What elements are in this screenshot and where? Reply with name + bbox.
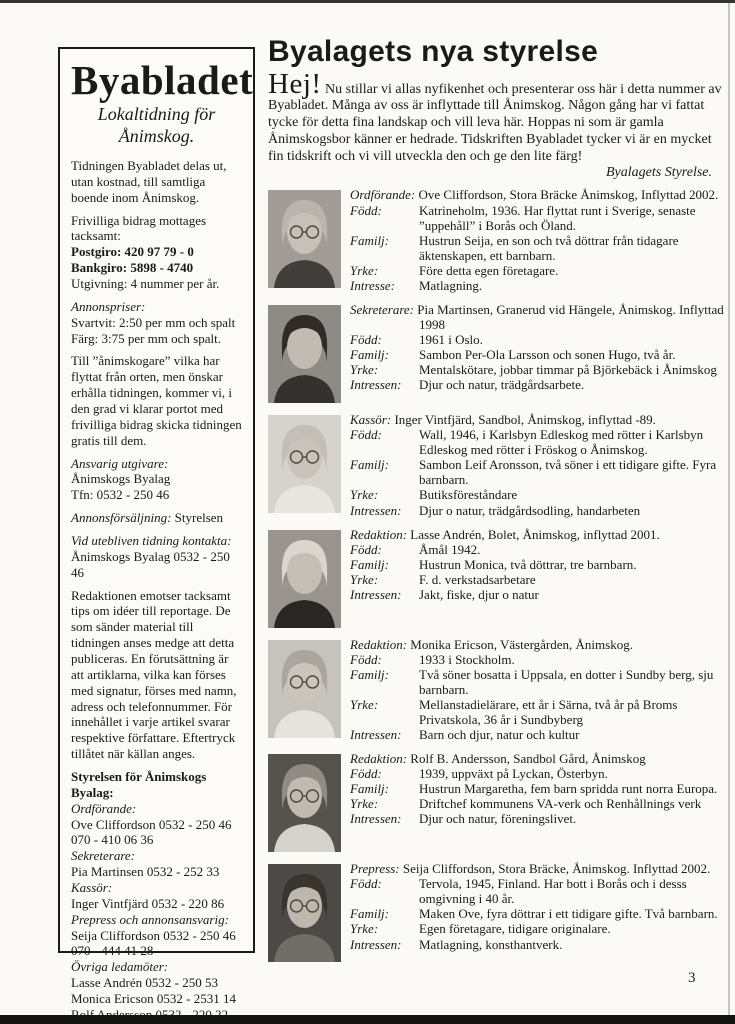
member-role-label: Prepress: [350, 861, 400, 877]
board-role-heading: Övriga ledamöter: [71, 959, 169, 975]
intro-body-text: Nu stillar vi allas nyfikenhet och presenterar oss här i detta nummer av Byabladet. Många av oss är inflyttade till Ånimskog. Någon gång har vi fattat tycke för detta fina landskap och vill leva här. Hoppas ni som är gamla Ånimskogsbor känner er hedrade. Tidskriften Byabladet tycker vi är en mycket fin tidskrift och vi vill utveckla den och ge den lite färg! [268, 81, 722, 164]
member-field-label: Intressen: [350, 727, 402, 743]
member-field-row [350, 906, 726, 921]
board-member-entry [268, 861, 726, 962]
missing-issue-heading: Vid utebliven tidning kontakta: [71, 533, 232, 548]
member-field-row [350, 203, 726, 233]
member-field-label: Intressen: [350, 936, 402, 952]
member-portrait-photo [268, 640, 341, 738]
member-name-and-address: Rolf B. Andersson, Sandbol Gård, Ånimskog [410, 751, 646, 767]
member-role-line [350, 187, 726, 202]
member-field-row [350, 347, 726, 362]
member-field-value: F. d. verkstadsarbetare [419, 571, 536, 587]
ad-sales-label: Annonsförsäljning: [71, 510, 172, 526]
member-field-value: Hustrun Margaretha, fem barn spridda runt norra Europa. [419, 781, 718, 797]
member-field-row [350, 766, 726, 781]
board-member-entry [268, 412, 726, 518]
member-details [350, 187, 726, 293]
member-name-and-address: Seija Cliffordson, Stora Bräcke, Ånimskog. Inflyttad 2002. [402, 861, 711, 877]
board-member-entry [268, 751, 726, 852]
portrait-placeholder-image [268, 530, 341, 628]
member-role-label: Sekreterare: [350, 302, 415, 318]
board-contact-line: Monica Ericson 0532 - 2531 14 [71, 991, 237, 1007]
member-field-value: Sambon Leif Aronsson, två söner i ett tidigare gifte. Fyra barnbarn. [419, 457, 717, 488]
member-portrait-photo [268, 415, 341, 513]
member-role-line [350, 861, 726, 876]
member-field-row [350, 876, 726, 906]
member-field-value: 1933 i Stockholm. [419, 651, 515, 667]
member-name-and-address: Pia Martinsen, Granerud vid Hängele, Ånimskog. Inflyttad 1998 [417, 302, 724, 333]
member-field-row [350, 652, 726, 667]
member-details [350, 527, 726, 628]
board-contact-line: Pia Martinsen 0532 - 252 33 [71, 864, 220, 880]
member-field-label: Yrke: [350, 487, 379, 503]
missing-issue-block [71, 533, 242, 581]
member-field-value: Egen företagare, tidigare originalare. [419, 921, 611, 937]
board-role-heading: Prepress och annonsansvarig: [71, 911, 229, 927]
board-member-entry [268, 187, 726, 293]
member-field-label: Intressen: [350, 377, 402, 393]
ad-price-bw: Svartvit: 2:50 per mm och spalt [71, 314, 236, 330]
member-field-value: Driftchef kommunens VA-verk och Renhållnings verk [419, 796, 702, 812]
board-contact-line: Inger Vintfjärd 0532 - 220 86 [71, 895, 225, 911]
member-name-and-address: Ove Cliffordson, Stora Bräcke Ånimskog, Inflyttad 2002. [418, 187, 719, 203]
board-contact-line: Lasse Andrén 0532 - 250 53 [71, 975, 218, 991]
member-field-value: 1961 i Oslo. [419, 332, 483, 348]
member-field-value: Wall, 1946, i Karlsbyn Edleskog med rötter i Karlsbyn Edleskog med rötter i Fröskog o Ånimskog. [419, 427, 704, 458]
portrait-placeholder-image [268, 190, 341, 288]
scan-edge-bottom [0, 1015, 735, 1024]
board-role-heading: Kassör: [71, 880, 113, 896]
member-field-label: Född: [350, 876, 382, 892]
intro-lead-word: Hej! [268, 67, 322, 100]
board-contact-list [71, 769, 242, 1023]
member-field-label: Yrke: [350, 796, 379, 812]
member-field-value: Hustrun Monica, två döttrar, tre barnbarn. [419, 556, 637, 572]
member-details [350, 412, 726, 518]
member-field-value: Sambon Per-Ola Larsson och sonen Hugo, två år. [419, 347, 676, 363]
board-contact-line: 070 - 410 06 36 [71, 832, 154, 848]
member-field-value: Butiksföreståndare [419, 487, 518, 503]
board-contact-line: 070 - 444 41 28 [71, 943, 154, 959]
member-field-label: Född: [350, 766, 382, 782]
member-field-row [350, 811, 726, 826]
scan-edge-top [0, 0, 735, 3]
member-field-value: Barn och djur, natur och kultur [419, 727, 580, 743]
member-field-value: Två söner bosatta i Uppsala, en dotter i Sundby berg, sju barnbarn. [419, 666, 714, 697]
portrait-placeholder-image [268, 864, 341, 962]
member-portrait-photo [268, 190, 341, 288]
member-field-value: Mellanstadielärare, ett år i Särna, två år på Broms Privatskola, 36 år i Sundbyberg [419, 696, 678, 727]
moved-readers-paragraph: Till ”ånimskogare” vilka har flyttat från orten, men önskar erhålla tidningen, kommer vi, i den grad vi klarar portot med frivilliga bidrag skicka tidningen gratis till dem. [71, 353, 242, 448]
article-signature: Byalagets Styrelse. [605, 165, 712, 181]
member-field-label: Född: [350, 202, 382, 218]
member-field-label: Yrke: [350, 696, 379, 712]
bankgiro-number: Bankgiro: 5898 - 4740 [71, 260, 194, 276]
editorial-policy-paragraph: Redaktionen emotser tacksamt tips om idéer till reportage. De som sänder material till tidningen anses medge att detta publiceras. En förutsättning är att artiklarna, vilka kan förses med signatur, förses med namn, adress och telefonnummer. För innehållet i varje artikel svarar respektive författare. Eftertryck tillåtet när källan anges. [71, 587, 237, 762]
member-field-label: Född: [350, 651, 382, 667]
member-name-and-address: Monika Ericson, Västergården, Ånimskog. [410, 636, 633, 652]
member-role-line [350, 412, 726, 427]
member-role-label: Redaktion: [350, 751, 408, 767]
publisher-phone: Tfn: 0532 - 250 46 [71, 487, 170, 503]
member-field-value: Jakt, fiske, djur o natur [419, 586, 539, 602]
member-details [350, 861, 726, 962]
member-field-row [350, 542, 726, 557]
member-name-and-address: Lasse Andrén, Bolet, Ånimskog, inflyttad 2001. [410, 526, 660, 542]
member-field-row [350, 278, 726, 293]
board-contact-line: Seija Cliffordson 0532 - 250 46 [71, 927, 236, 943]
member-field-label: Familj: [350, 457, 389, 473]
portrait-placeholder-image [268, 754, 341, 852]
member-role-label: Ordförande: [350, 187, 416, 203]
board-role-heading: Ordförande: [71, 800, 137, 816]
member-field-value: Tervola, 1945, Finland. Har bott i Borås och i desss omgivning i 40 år. [419, 876, 687, 907]
portrait-placeholder-image [268, 415, 341, 513]
member-portrait-photo [268, 754, 341, 852]
contribution-intro: Frivilliga bidrag mottages tacksamt: [71, 212, 207, 244]
member-field-row [350, 796, 726, 811]
member-field-label: Intressen: [350, 502, 402, 518]
member-field-value: Maken Ove, fyra döttrar i ett tidigare gifte. Två barnbarn. [419, 906, 718, 922]
publisher-name: Ånimskogs Byalag [71, 471, 171, 487]
member-field-value: Djur o natur, trädgårdsodling, handarbeten [419, 502, 641, 518]
member-field-label: Familj: [350, 347, 389, 363]
ad-prices-heading: Annonspriser: [71, 298, 146, 314]
member-field-value: Åmål 1942. [419, 541, 481, 557]
member-field-value: Katrineholm, 1936. Har flyttat runt i Sverige, senaste ”uppehåll” i Borås och Öland. [419, 202, 696, 233]
member-role-line [350, 637, 726, 652]
member-portrait-photo [268, 864, 341, 962]
member-field-label: Född: [350, 332, 382, 348]
publisher-heading: Ansvarig utgivare: [71, 455, 169, 471]
member-field-value: Matlagning, konsthantverk. [419, 936, 563, 952]
member-field-label: Yrke: [350, 262, 379, 278]
portrait-placeholder-image [268, 305, 341, 403]
ad-sales-value: Styrelsen [174, 510, 224, 526]
member-field-row [350, 332, 726, 347]
member-field-value: Mentalskötare, jobbar timmar på Björkebäck i Ånimskog [419, 362, 717, 378]
member-role-label: Redaktion: [350, 636, 408, 652]
members-list [268, 187, 726, 971]
member-field-value: 1939, uppväxt på Lyckan, Österbyn. [419, 766, 608, 782]
member-details [350, 751, 726, 852]
newsletter-tagline: Lokaltidning för Ånimskog. [97, 104, 216, 146]
member-field-label: Familj: [350, 781, 389, 797]
contribution-block [71, 213, 242, 292]
board-list-entries [71, 801, 242, 1023]
member-role-line [350, 527, 726, 542]
member-field-label: Yrke: [350, 571, 379, 587]
member-field-row [350, 487, 726, 502]
member-role-label: Redaktion: [350, 526, 408, 542]
board-contact-line: Ove Cliffordson 0532 - 250 46 [71, 816, 232, 832]
member-field-row [350, 233, 726, 263]
page-number: 3 [688, 970, 696, 986]
board-member-entry [268, 527, 726, 628]
member-field-label: Familj: [350, 666, 389, 682]
member-field-row [350, 727, 726, 742]
board-role-heading: Sekreterare: [71, 848, 136, 864]
article-title: Byalagets nya styrelse [268, 35, 599, 68]
member-field-row [350, 921, 726, 936]
member-field-row [350, 457, 726, 487]
member-field-value: Matlagning. [419, 277, 483, 293]
member-field-label: Född: [350, 427, 382, 443]
member-details [350, 637, 726, 743]
board-member-entry [268, 302, 726, 403]
member-field-row [350, 263, 726, 278]
member-role-label: Kassör: [350, 412, 392, 428]
member-field-label: Född: [350, 541, 382, 557]
member-portrait-photo [268, 530, 341, 628]
member-field-value: Djur och natur, trädgårdsarbete. [419, 377, 585, 393]
member-field-row [350, 557, 726, 572]
member-field-row [350, 937, 726, 952]
publisher-block [71, 456, 242, 504]
member-field-label: Yrke: [350, 362, 379, 378]
member-field-row [350, 667, 726, 697]
member-field-row [350, 587, 726, 602]
member-field-label: Familj: [350, 556, 389, 572]
member-field-label: Familj: [350, 906, 389, 922]
member-field-row [350, 362, 726, 377]
member-field-row [350, 377, 726, 392]
newsletter-title: Byabladet [71, 57, 254, 103]
member-details [350, 302, 726, 403]
member-field-row [350, 503, 726, 518]
member-field-value: Hustrun Seija, en son och två döttrar från tidagare äktenskapen, ett barnbarn. [419, 232, 679, 263]
member-name-and-address: Inger Vintfjärd, Sandbol, Ånimskog, inflyttad -89. [394, 412, 656, 428]
member-field-label: Intresse: [350, 277, 396, 293]
member-field-label: Yrke: [350, 921, 379, 937]
ad-sales-block [71, 510, 242, 526]
scan-edge-right [728, 3, 730, 1015]
member-portrait-photo [268, 305, 341, 403]
distribution-paragraph: Tidningen Byabladet delas ut, utan kostnad, till samtliga boende inom Ånimskog. [71, 157, 227, 205]
postgiro-number: Postgiro: 420 97 79 - 0 [71, 244, 194, 260]
missing-issue-contact: Ånimskogs Byalag 0532 - 250 46 [71, 548, 230, 580]
article-intro-paragraph [268, 67, 726, 166]
member-field-label: Intressen: [350, 811, 402, 827]
member-role-line [350, 302, 726, 332]
member-role-line [350, 751, 726, 766]
board-list-heading: Styrelsen för Ånimskogs Byalag: [71, 769, 207, 800]
member-field-row [350, 697, 726, 727]
member-field-value: Djur och natur, föreningslivet. [419, 811, 577, 827]
member-field-value: Före detta egen företagare. [419, 262, 559, 278]
publication-frequency: Utgivning: 4 nummer per år. [71, 275, 220, 291]
member-field-label: Intressen: [350, 586, 402, 602]
member-field-label: Familj: [350, 232, 389, 248]
ad-price-color: Färg: 3:75 per mm och spalt. [71, 330, 221, 346]
member-field-row [350, 781, 726, 796]
masthead-sidebar-box [58, 47, 255, 1007]
portrait-placeholder-image [268, 640, 341, 738]
article-column [268, 36, 726, 971]
member-field-row [350, 572, 726, 587]
ad-prices-block [71, 299, 242, 347]
member-field-row [350, 427, 726, 457]
board-member-entry [268, 637, 726, 743]
